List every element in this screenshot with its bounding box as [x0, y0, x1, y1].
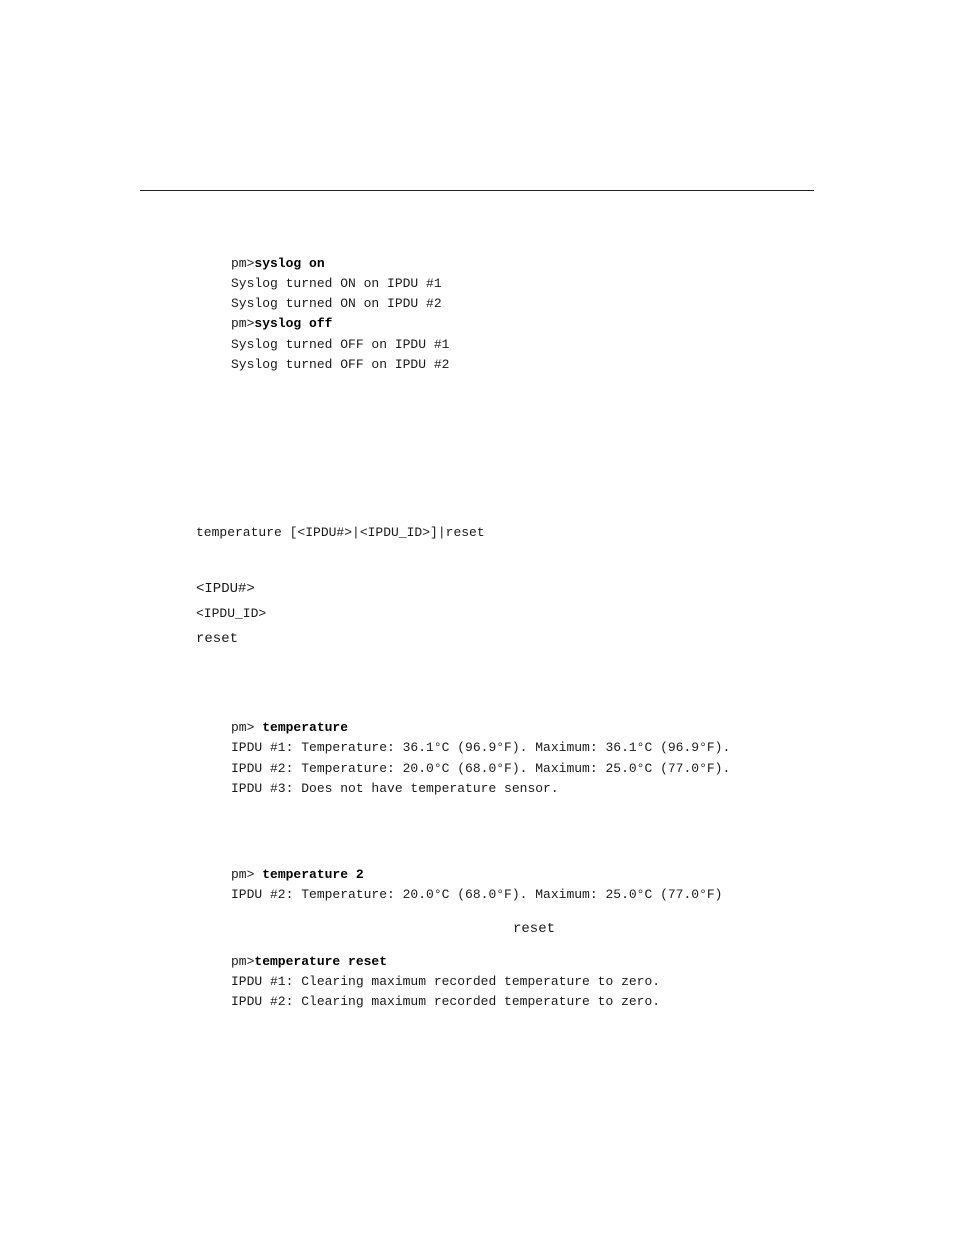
prompt: pm>	[231, 867, 263, 882]
param-ipdu-id: <IPDU_ID>	[196, 606, 267, 621]
code-line: IPDU #2: Temperature: 20.0°C (68.0°F). Maximum: 25.0°C (77.0°F).	[231, 761, 731, 776]
command: syslog on	[254, 256, 325, 271]
code-line: IPDU #1: Temperature: 36.1°C (96.9°F). Maximum: 36.1°C (96.9°F).	[231, 740, 731, 755]
code-line: IPDU #2: Clearing maximum recorded temperature to zero.	[231, 994, 661, 1009]
code-line-syslog-on	[231, 256, 325, 272]
param-reset: reset	[196, 631, 239, 647]
code-line: Syslog turned ON on IPDU #2	[231, 296, 442, 311]
prompt: pm>	[231, 954, 255, 969]
temperature-syntax: temperature [<IPDU#>|<IPDU_ID>]|reset	[196, 525, 485, 540]
prompt: pm>	[231, 316, 255, 331]
code-line: IPDU #3: Does not have temperature sensor.	[231, 781, 559, 796]
code-line-temperature-reset	[231, 954, 387, 970]
param-ipdu-number: <IPDU#>	[196, 581, 255, 597]
prompt: pm>	[231, 720, 263, 735]
header-rule	[140, 190, 814, 191]
code-line: IPDU #1: Clearing maximum recorded temperature to zero.	[231, 974, 661, 989]
command: temperature 2	[262, 867, 364, 882]
command: temperature reset	[254, 954, 388, 969]
code-line: Syslog turned OFF on IPDU #2	[231, 357, 450, 372]
command: temperature	[262, 720, 349, 735]
prompt: pm>	[231, 256, 255, 271]
reset-keyword: reset	[513, 921, 556, 937]
command: syslog off	[254, 316, 333, 331]
code-line: IPDU #2: Temperature: 20.0°C (68.0°F). Maximum: 25.0°C (77.0°F)	[231, 887, 723, 902]
code-line: Syslog turned OFF on IPDU #1	[231, 337, 450, 352]
code-line-temperature	[231, 720, 348, 736]
code-line: Syslog turned ON on IPDU #1	[231, 276, 442, 291]
code-line-syslog-off	[231, 316, 332, 332]
code-line-temperature-2	[231, 867, 364, 883]
